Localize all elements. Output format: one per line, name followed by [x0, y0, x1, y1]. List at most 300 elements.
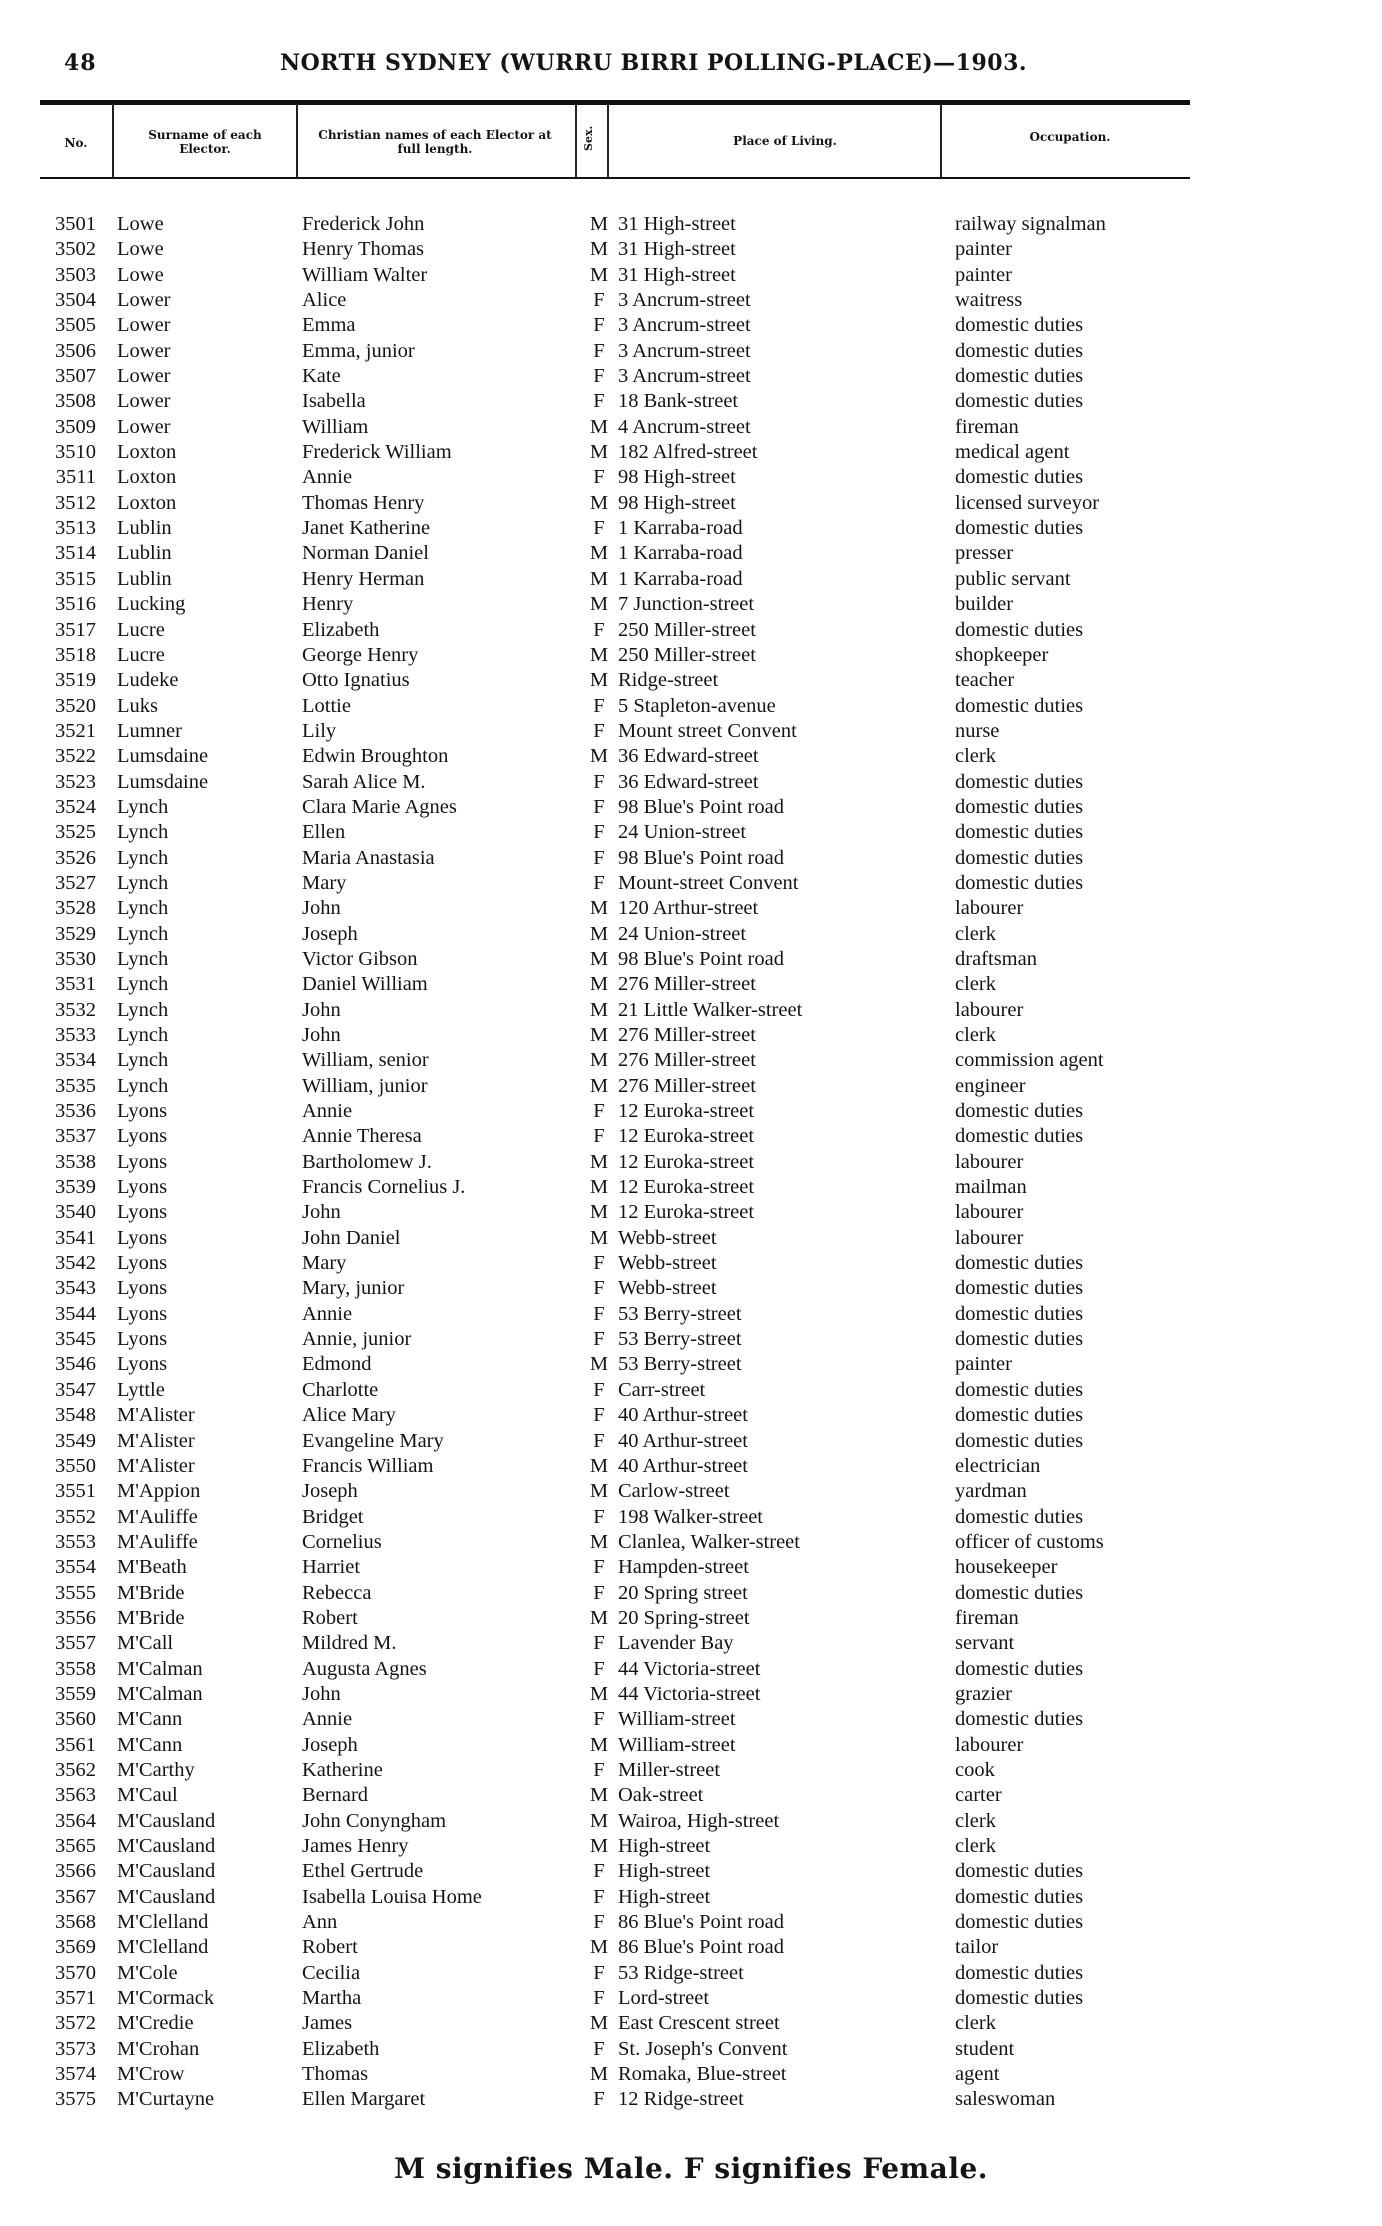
sex: M — [589, 1936, 609, 1959]
occupation: painter — [955, 238, 1012, 261]
place-of-living: 120 Arthur-street — [618, 897, 759, 920]
surname: Lyons — [117, 1328, 168, 1351]
surname: Loxton — [117, 441, 177, 464]
sex: M — [589, 491, 609, 514]
place-of-living: 3 Ancrum-street — [618, 365, 751, 388]
occupation: agent — [955, 2063, 1000, 2086]
entry-number: 3507 — [55, 365, 96, 388]
sex: F — [593, 1860, 605, 1883]
table-row — [0, 1606, 1382, 1631]
sex: F — [593, 719, 605, 742]
place-of-living: 53 Ridge-street — [618, 1961, 744, 1984]
place-of-living: 24 Union-street — [618, 922, 747, 945]
surname: M'Cole — [117, 1961, 178, 1984]
entry-number: 3563 — [55, 1784, 96, 1807]
occupation: domestic duties — [955, 1505, 1084, 1528]
surname: Lublin — [117, 517, 172, 540]
sex: F — [593, 694, 605, 717]
column-divider — [296, 104, 298, 177]
surname: Lublin — [117, 542, 172, 565]
entry-number: 3568 — [55, 1911, 96, 1934]
christian-names: Robert — [302, 1936, 358, 1959]
sex: F — [593, 1429, 605, 1452]
table-row — [0, 1454, 1382, 1479]
top-rule — [40, 100, 1190, 105]
christian-names: Joseph — [302, 922, 358, 945]
christian-names: Bartholomew J. — [302, 1150, 432, 1173]
sex: F — [593, 1302, 605, 1325]
table-row — [0, 212, 1382, 237]
entry-number: 3514 — [55, 542, 96, 565]
table-row — [0, 1935, 1382, 1960]
occupation: domestic duties — [955, 694, 1084, 717]
place-of-living: 20 Spring-street — [618, 1606, 750, 1629]
entry-number: 3542 — [55, 1252, 96, 1275]
occupation: teacher — [955, 669, 1015, 692]
christian-names: Lily — [302, 719, 337, 742]
sex: F — [593, 821, 605, 844]
table-row — [0, 364, 1382, 389]
table-row — [0, 896, 1382, 921]
christian-names: Martha — [302, 1987, 362, 2010]
table-row — [0, 820, 1382, 845]
surname: M'Auliffe — [117, 1505, 198, 1528]
occupation: domestic duties — [955, 314, 1084, 337]
sex: F — [593, 289, 605, 312]
table-row — [0, 998, 1382, 1023]
entry-number: 3527 — [55, 871, 96, 894]
surname: M'Call — [117, 1632, 174, 1655]
entry-number: 3553 — [55, 1530, 96, 1553]
place-of-living: High-street — [618, 1860, 711, 1883]
christian-names: Rebecca — [302, 1581, 372, 1604]
christian-names: Henry Herman — [302, 567, 425, 590]
surname: Luks — [117, 694, 158, 717]
entry-number: 3521 — [55, 719, 96, 742]
place-of-living: 182 Alfred-street — [618, 441, 758, 464]
place-of-living: 12 Euroka-street — [618, 1201, 755, 1224]
place-of-living: 98 Blue's Point road — [618, 947, 784, 970]
christian-names: William — [302, 415, 369, 438]
table-row — [0, 1885, 1382, 1910]
occupation: presser — [955, 542, 1014, 565]
place-of-living: 98 Blue's Point road — [618, 846, 784, 869]
surname: M'Crow — [117, 2063, 185, 2086]
entry-number: 3517 — [55, 618, 96, 641]
occupation: domestic duties — [955, 390, 1084, 413]
place-of-living: 276 Miller-street — [618, 973, 756, 996]
christian-names: John — [302, 1201, 341, 1224]
surname: Ludeke — [117, 669, 179, 692]
entry-number: 3557 — [55, 1632, 96, 1655]
table-row — [0, 846, 1382, 871]
christian-names: Janet Katherine — [302, 517, 431, 540]
place-of-living: 44 Victoria-street — [618, 1682, 761, 1705]
table-row — [0, 770, 1382, 795]
sex: F — [593, 1378, 605, 1401]
entry-number: 3509 — [55, 415, 96, 438]
christian-names: Frederick William — [302, 441, 452, 464]
entry-number: 3564 — [55, 1809, 96, 1832]
table-row — [0, 1226, 1382, 1251]
occupation: clerk — [955, 1835, 996, 1857]
place-of-living: 31 High-street — [618, 263, 736, 286]
entry-number: 3534 — [55, 1049, 96, 1072]
place-of-living: 53 Berry-street — [618, 1328, 742, 1351]
christian-names: William Walter — [302, 263, 428, 286]
entry-number: 3530 — [55, 947, 96, 970]
surname: Lyttle — [117, 1378, 165, 1401]
sex: M — [589, 1480, 609, 1503]
table-row — [0, 1733, 1382, 1758]
sex: M — [589, 213, 609, 235]
entry-number: 3520 — [55, 694, 96, 717]
occupation: electrician — [955, 1454, 1041, 1477]
place-of-living: Clanlea, Walker-street — [618, 1530, 800, 1553]
christian-names: Alice — [302, 289, 347, 312]
occupation: officer of customs — [955, 1530, 1104, 1553]
column-divider — [940, 104, 942, 177]
surname: Lower — [117, 289, 171, 312]
entry-number: 3551 — [55, 1480, 96, 1503]
entry-number: 3523 — [55, 770, 96, 793]
christian-names: Thomas Henry — [302, 491, 425, 514]
table-row — [0, 694, 1382, 719]
sex: F — [593, 1581, 605, 1604]
sex: F — [593, 795, 605, 818]
entry-number: 3502 — [55, 238, 96, 261]
sex: F — [593, 1885, 605, 1908]
place-of-living: 7 Junction-street — [618, 593, 755, 616]
table-row — [0, 389, 1382, 414]
table-row — [0, 1505, 1382, 1530]
entry-number: 3556 — [55, 1606, 96, 1629]
table-row — [0, 668, 1382, 693]
place-of-living: 198 Walker-street — [618, 1505, 763, 1528]
entry-number: 3544 — [55, 1302, 96, 1325]
table-row — [0, 288, 1382, 313]
table-row — [0, 922, 1382, 947]
sex: F — [593, 1125, 605, 1148]
sex: M — [589, 643, 609, 666]
occupation: waitress — [955, 289, 1023, 312]
christian-names: Ellen — [302, 821, 346, 844]
occupation: clerk — [955, 745, 996, 768]
entry-number: 3508 — [55, 390, 96, 413]
place-of-living: 36 Edward-street — [618, 770, 759, 793]
occupation: domestic duties — [955, 821, 1084, 844]
table-row — [0, 972, 1382, 997]
occupation: student — [955, 2037, 1015, 2060]
table-row — [0, 1961, 1382, 1986]
sex: M — [589, 238, 609, 261]
occupation: clerk — [955, 922, 996, 945]
table-row — [0, 1429, 1382, 1454]
surname: M'Curtayne — [117, 2088, 215, 2111]
place-of-living: 53 Berry-street — [618, 1353, 742, 1376]
surname: Lublin — [117, 567, 172, 590]
christian-names: Emma, junior — [302, 339, 415, 362]
sex: M — [589, 1733, 609, 1756]
entry-number: 3524 — [55, 795, 96, 818]
sex: F — [593, 314, 605, 337]
place-of-living: 53 Berry-street — [618, 1302, 742, 1325]
place-of-living: High-street — [618, 1885, 711, 1908]
surname: Lyons — [117, 1201, 168, 1224]
occupation: domestic duties — [955, 1302, 1084, 1325]
sex: M — [589, 1682, 609, 1705]
surname: Lynch — [117, 947, 169, 970]
christian-names: Francis William — [302, 1454, 434, 1477]
surname: Lumsdaine — [117, 745, 209, 768]
christian-names: William, junior — [302, 1074, 428, 1097]
table-row — [0, 1986, 1382, 2011]
surname: M'Credie — [117, 2012, 194, 2035]
surname: Lyons — [117, 1176, 168, 1199]
sex: M — [589, 1809, 609, 1832]
place-of-living: 12 Euroka-street — [618, 1176, 755, 1199]
occupation: housekeeper — [955, 1556, 1058, 1579]
place-of-living: Carlow-street — [618, 1480, 730, 1503]
sex: F — [593, 1987, 605, 2010]
surname: M'Crohan — [117, 2037, 200, 2060]
christian-names: John — [302, 1024, 341, 1046]
surname: Lower — [117, 339, 171, 362]
surname: Lynch — [117, 998, 169, 1021]
entry-number: 3505 — [55, 314, 96, 337]
sex: F — [593, 339, 605, 362]
surname: Lower — [117, 415, 171, 438]
table-row — [0, 1479, 1382, 1504]
sex: M — [589, 947, 609, 970]
surname: M'Alister — [117, 1429, 195, 1452]
sex: F — [593, 365, 605, 388]
table-row — [0, 339, 1382, 364]
christian-names: Ethel Gertrude — [302, 1860, 424, 1883]
column-header-christian-names: Christian names of each Elector at full length. — [318, 128, 552, 156]
place-of-living: 250 Miller-street — [618, 618, 756, 641]
table-row — [0, 1910, 1382, 1935]
page-number: 48 — [64, 50, 97, 76]
sex: M — [589, 922, 609, 945]
table-row — [0, 1200, 1382, 1225]
sex: M — [589, 1074, 609, 1097]
christian-names: Annie, junior — [302, 1328, 412, 1351]
christian-names: Henry — [302, 593, 354, 616]
occupation: fireman — [955, 415, 1019, 438]
sex: F — [593, 1277, 605, 1300]
sex: F — [593, 517, 605, 540]
christian-names: Annie — [302, 466, 353, 489]
surname: M'Bride — [117, 1606, 185, 1629]
christian-names: Lottie — [302, 694, 351, 717]
occupation: fireman — [955, 1606, 1019, 1629]
entry-number: 3526 — [55, 846, 96, 869]
table-row — [0, 1859, 1382, 1884]
sex: F — [593, 2037, 605, 2060]
table-row — [0, 1251, 1382, 1276]
entry-number: 3516 — [55, 593, 96, 616]
entry-number: 3562 — [55, 1758, 96, 1781]
sex: M — [589, 1049, 609, 1072]
christian-names: Bridget — [302, 1505, 364, 1528]
christian-names: Joseph — [302, 1733, 358, 1756]
entry-number: 3532 — [55, 998, 96, 1021]
occupation: labourer — [955, 1733, 1024, 1756]
table-row — [0, 2011, 1382, 2036]
christian-names: Sarah Alice M. — [302, 770, 426, 793]
occupation: domestic duties — [955, 1961, 1084, 1984]
surname: M'Auliffe — [117, 1530, 198, 1553]
place-of-living: 3 Ancrum-street — [618, 314, 751, 337]
place-of-living: 20 Spring street — [618, 1581, 748, 1604]
table-row — [0, 1302, 1382, 1327]
surname: Lucking — [117, 593, 186, 616]
entry-number: 3545 — [55, 1328, 96, 1351]
sex: F — [593, 390, 605, 413]
christian-names: Alice Mary — [302, 1404, 396, 1427]
occupation: railway signalman — [955, 213, 1106, 235]
table-row — [0, 491, 1382, 516]
surname: Lynch — [117, 795, 169, 818]
place-of-living: 98 High-street — [618, 466, 736, 489]
entry-number: 3506 — [55, 339, 96, 362]
place-of-living: 12 Ridge-street — [618, 2088, 744, 2111]
surname: Lyons — [117, 1353, 168, 1376]
entry-number: 3570 — [55, 1961, 96, 1984]
christian-names: Mary — [302, 871, 347, 894]
place-of-living: Oak-street — [618, 1784, 704, 1807]
surname: Lynch — [117, 897, 169, 920]
place-of-living: 44 Victoria-street — [618, 1657, 761, 1680]
table-row — [0, 1378, 1382, 1403]
entry-number: 3543 — [55, 1277, 96, 1300]
place-of-living: William-street — [618, 1708, 736, 1731]
occupation: domestic duties — [955, 517, 1084, 540]
christian-names: Frederick John — [302, 213, 425, 235]
christian-names: John Daniel — [302, 1226, 401, 1249]
sex: M — [589, 263, 609, 286]
sex: F — [593, 466, 605, 489]
surname: Lyons — [117, 1100, 168, 1123]
place-of-living: 98 High-street — [618, 491, 736, 514]
occupation: domestic duties — [955, 871, 1084, 894]
sex: F — [593, 1252, 605, 1275]
christian-names: John — [302, 1682, 341, 1705]
occupation: labourer — [955, 998, 1024, 1021]
christian-names: Elizabeth — [302, 618, 380, 641]
surname: M'Causland — [117, 1809, 216, 1832]
place-of-living: Wairoa, High-street — [618, 1809, 780, 1832]
place-of-living: 5 Stapleton-avenue — [618, 694, 776, 717]
place-of-living: Mount street Convent — [618, 719, 797, 742]
sex: F — [593, 1556, 605, 1579]
table-row — [0, 1682, 1382, 1707]
christian-names: Annie — [302, 1708, 353, 1731]
entry-number: 3504 — [55, 289, 96, 312]
occupation: domestic duties — [955, 1125, 1084, 1148]
christian-names: Augusta Agnes — [302, 1657, 427, 1680]
occupation: cook — [955, 1758, 995, 1781]
electoral-roll-table — [0, 212, 1382, 2113]
christian-names: Charlotte — [302, 1378, 379, 1401]
sex: M — [589, 567, 609, 590]
sex: F — [593, 1911, 605, 1934]
place-of-living: 4 Ancrum-street — [618, 415, 751, 438]
place-of-living: 31 High-street — [618, 213, 736, 235]
surname: M'Caul — [117, 1784, 178, 1807]
entry-number: 3525 — [55, 821, 96, 844]
surname: M'Causland — [117, 1860, 216, 1883]
sex: F — [593, 1758, 605, 1781]
surname: Lyons — [117, 1226, 168, 1249]
sex: F — [593, 1632, 605, 1655]
occupation: servant — [955, 1632, 1015, 1655]
occupation: domestic duties — [955, 1328, 1084, 1351]
entry-number: 3522 — [55, 745, 96, 768]
christian-names: Cecilia — [302, 1961, 361, 1984]
christian-names: Annie — [302, 1302, 353, 1325]
christian-names: Isabella Louisa Home — [302, 1885, 482, 1908]
place-of-living: 40 Arthur-street — [618, 1404, 748, 1427]
surname: M'Calman — [117, 1682, 203, 1705]
surname: M'Bride — [117, 1581, 185, 1604]
entry-number: 3510 — [55, 441, 96, 464]
sex: M — [589, 415, 609, 438]
table-row — [0, 1530, 1382, 1555]
entry-number: 3561 — [55, 1733, 96, 1756]
surname: Lynch — [117, 871, 169, 894]
table-row — [0, 2062, 1382, 2087]
occupation: domestic duties — [955, 1378, 1084, 1401]
occupation: painter — [955, 1353, 1012, 1376]
occupation: domestic duties — [955, 1911, 1084, 1934]
entry-number: 3512 — [55, 491, 96, 514]
place-of-living: 40 Arthur-street — [618, 1454, 748, 1477]
table-row — [0, 415, 1382, 440]
surname: Lowe — [117, 213, 164, 235]
christian-names: John — [302, 897, 341, 920]
place-of-living: 276 Miller-street — [618, 1074, 756, 1097]
entry-number: 3538 — [55, 1150, 96, 1173]
place-of-living: 12 Euroka-street — [618, 1125, 755, 1148]
occupation: domestic duties — [955, 1404, 1084, 1427]
sex: M — [589, 897, 609, 920]
sex: M — [589, 1024, 609, 1046]
column-divider — [607, 104, 609, 177]
christian-names: William, senior — [302, 1049, 429, 1072]
occupation: shopkeeper — [955, 643, 1049, 666]
entry-number: 3539 — [55, 1176, 96, 1199]
place-of-living: 24 Union-street — [618, 821, 747, 844]
christian-names: Joseph — [302, 1480, 358, 1503]
sex: M — [589, 2063, 609, 2086]
entry-number: 3558 — [55, 1657, 96, 1680]
occupation: domestic duties — [955, 846, 1084, 869]
entry-number: 3554 — [55, 1556, 96, 1579]
surname: Lowe — [117, 263, 164, 286]
entry-number: 3567 — [55, 1885, 96, 1908]
table-row — [0, 1403, 1382, 1428]
surname: Lynch — [117, 1074, 169, 1097]
table-row — [0, 719, 1382, 744]
surname: Lower — [117, 314, 171, 337]
surname: Lucre — [117, 643, 165, 666]
occupation: clerk — [955, 1809, 996, 1832]
occupation: domestic duties — [955, 770, 1084, 793]
surname: Lyons — [117, 1125, 168, 1148]
surname: M'Clelland — [117, 1911, 209, 1934]
